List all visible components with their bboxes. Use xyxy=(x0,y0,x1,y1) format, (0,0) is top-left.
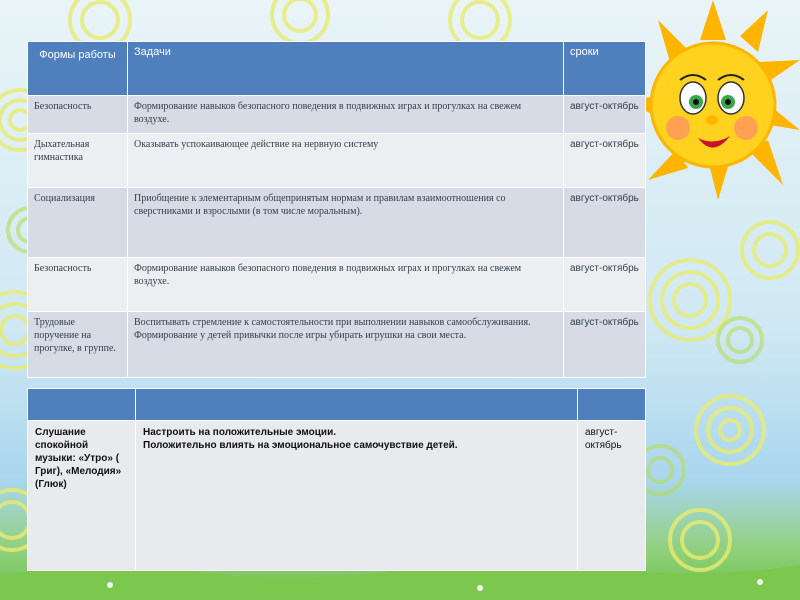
row-task: Воспитывать стремление к самостоятельности при выполнении навыков самообслуживания. Формирование у детей привычки после игры убирать игрушки на свои места. xyxy=(128,312,564,378)
table-header-row xyxy=(28,42,646,96)
row-task: Оказывать успокаивающее действие на нервную систему xyxy=(128,134,564,188)
music-task xyxy=(136,421,578,571)
music-header-cell xyxy=(136,389,578,421)
header-tasks: Задачи xyxy=(128,42,564,96)
table-row xyxy=(28,421,646,571)
table-row xyxy=(28,96,646,134)
row-term: август-октябрь xyxy=(564,188,646,258)
music-header-cell xyxy=(28,389,136,421)
row-form: Социализация xyxy=(28,188,128,258)
table-row xyxy=(28,134,646,188)
header-forms: Формы работы xyxy=(28,42,128,96)
music-term: август-октябрь xyxy=(578,421,646,571)
table-row xyxy=(28,258,646,312)
music-task-line1: Настроить на положительные эмоции. xyxy=(143,427,337,438)
row-term: август-октябрь xyxy=(564,312,646,378)
row-form: Безопасность xyxy=(28,258,128,312)
table-row xyxy=(28,188,646,258)
row-task: Формирование навыков безопасного поведения в подвижных играх и прогулках на свежем воздухе. xyxy=(128,258,564,312)
row-task: Приобщение к элементарным общепринятым нормам и правилам взаимоотношения со сверстниками и взрослыми (в том числе моральным). xyxy=(128,188,564,258)
header-terms: сроки xyxy=(564,42,646,96)
row-task: Формирование навыков безопасного поведения в подвижных играх и прогулках на свежем воздухе. xyxy=(128,96,564,134)
music-form: Слушание спокойной музыки: «Утро» ( Григ), «Мелодия» (Глюк) xyxy=(28,421,136,571)
music-table xyxy=(27,388,646,571)
music-table-header-row xyxy=(28,389,646,421)
table-row xyxy=(28,312,646,378)
music-header-cell xyxy=(578,389,646,421)
row-form: Безопасность xyxy=(28,96,128,134)
row-form: Трудовые поручение на прогулке, в группе. xyxy=(28,312,128,378)
tasks-table xyxy=(27,41,646,378)
row-term: август-октябрь xyxy=(564,258,646,312)
music-task-line2: Положительно влиять на эмоциональное самочувствие детей. xyxy=(143,440,458,451)
row-form: Дыхательная гимнастика xyxy=(28,134,128,188)
row-term: август-октябрь xyxy=(564,134,646,188)
row-term: август-октябрь xyxy=(564,96,646,134)
